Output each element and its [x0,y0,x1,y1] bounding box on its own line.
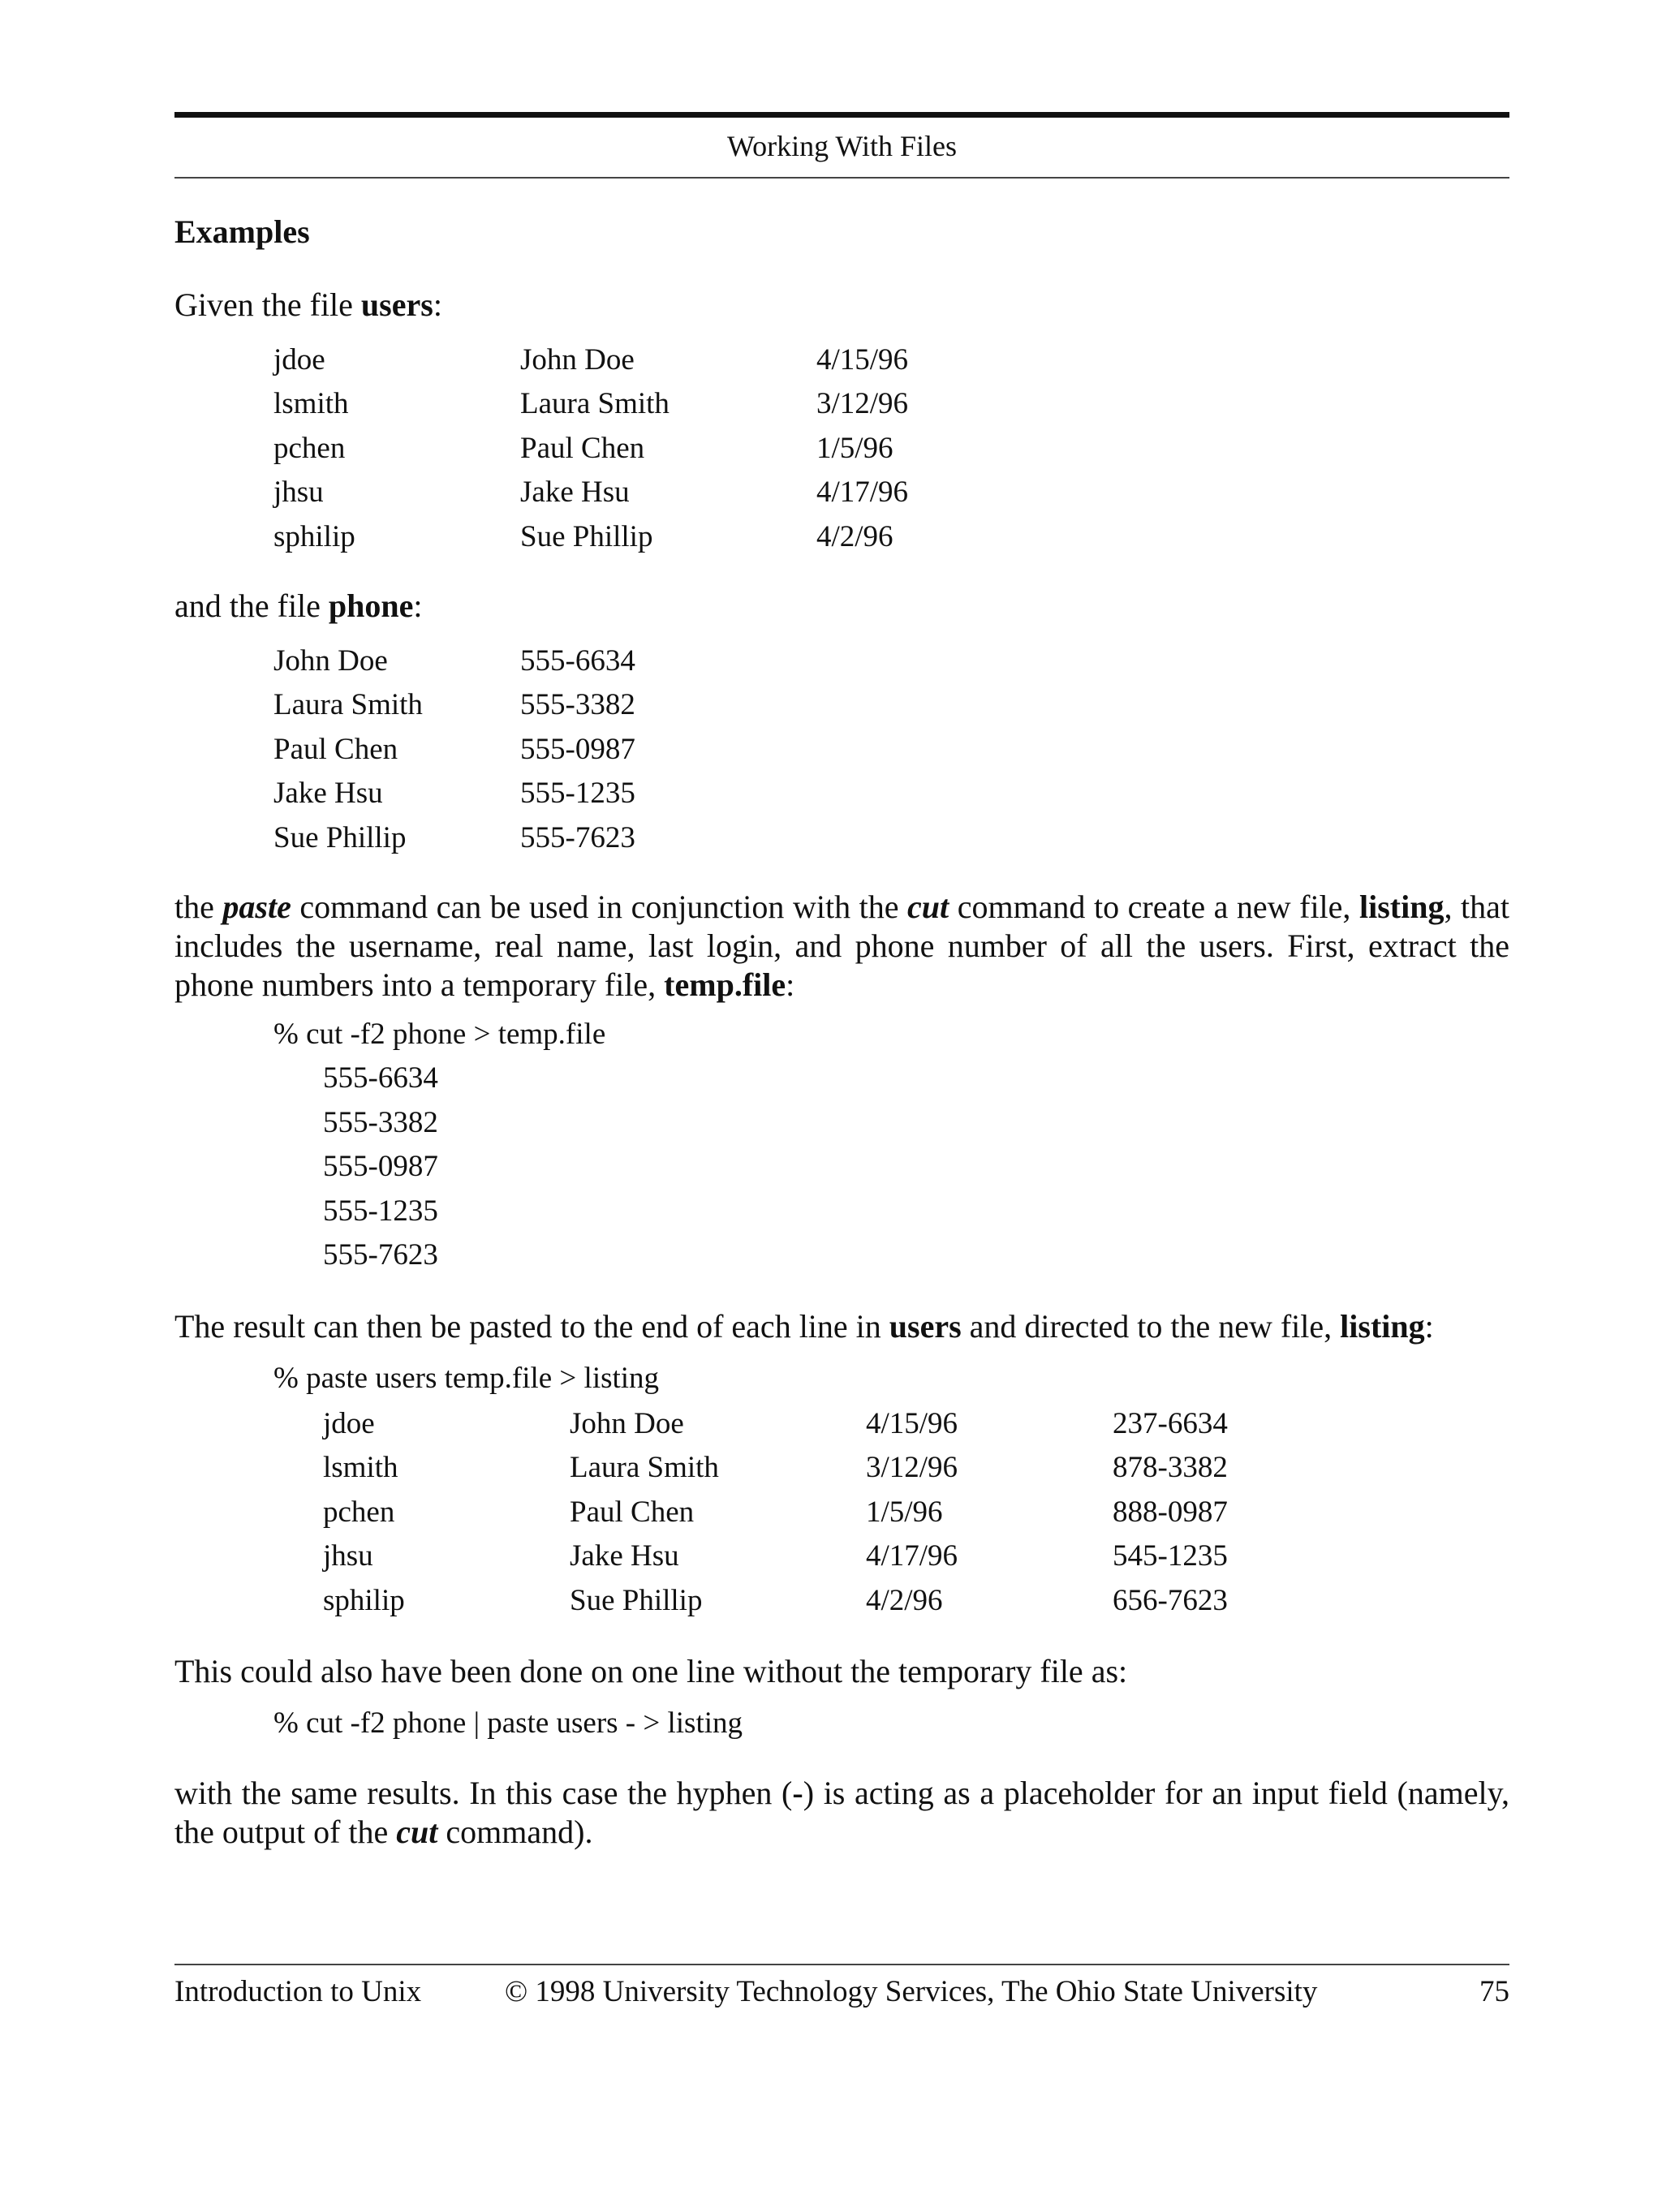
table-cell: jdoe [273,342,325,377]
output-line: 555-7623 [323,1238,438,1272]
paragraph-text: command can be used in conjunction with the [291,889,908,925]
cut-command-name: cut [396,1814,438,1850]
listing-filename: listing [1358,889,1445,925]
table-cell: John Doe [570,1406,684,1440]
table-cell: 555-0987 [520,732,635,766]
table-row [323,1534,1275,1579]
hyphen-symbol: - [792,1775,803,1811]
output-line: 555-0987 [323,1150,438,1183]
users-filename: users [889,1308,962,1345]
table-row [273,683,723,728]
table-cell: sphilip [323,1583,405,1617]
table-cell: Jake Hsu [273,777,383,811]
paragraph-text: the [174,889,223,925]
table-row [273,639,723,683]
table-row [273,382,979,427]
output-line: 555-1235 [323,1194,438,1228]
table-cell: Laura Smith [520,387,670,421]
table-cell: lsmith [323,1451,398,1485]
table-cell: 555-1235 [520,777,635,811]
table-cell: 4/17/96 [816,476,909,510]
running-header: Working With Files [727,130,957,162]
oneline-paragraph: This could also have been done on one line without the temporary file as: [174,1653,1128,1689]
table-cell: 3/12/96 [816,387,909,421]
phone-filename: phone [328,587,414,624]
header-rule-thin [174,177,1509,179]
table-cell: pchen [323,1495,395,1529]
table-cell: 878-3382 [1113,1451,1228,1485]
table-cell: 545-1235 [1113,1539,1228,1573]
table-cell: Sue Phillip [570,1583,703,1617]
paragraph-text: and directed to the new file, [961,1308,1341,1345]
table-cell: 4/15/96 [866,1406,958,1440]
oneline-command-line: % cut -f2 phone | paste users - > listing [273,1706,743,1740]
table-row [273,816,723,860]
table-cell: 4/2/96 [816,519,893,553]
table-cell: Sue Phillip [273,820,407,854]
intro-phone-paragraph [174,587,1509,626]
intro-users-suffix: : [433,286,442,323]
listing-output-table [323,1401,1275,1623]
table-row [273,471,979,515]
table-cell: 1/5/96 [866,1495,943,1529]
table-cell: Laura Smith [273,688,423,722]
table-cell: Jake Hsu [520,476,630,510]
paste-command-name: paste [222,889,291,925]
table-row [273,727,723,772]
table-cell: Laura Smith [570,1451,719,1485]
intro-phone-suffix: : [413,587,423,624]
users-filename: users [360,286,433,323]
page-number: 75 [1479,1975,1509,2008]
table-row [273,772,723,816]
table-cell: Jake Hsu [570,1539,679,1573]
table-cell: 555-6634 [520,643,635,678]
table-cell: 888-0987 [1113,1495,1228,1529]
table-cell: sphilip [273,519,355,553]
table-cell: 237-6634 [1113,1406,1228,1440]
listing-filename: listing [1340,1308,1425,1345]
phone-file-table [273,639,723,860]
footer-left: Introduction to Unix [174,1975,422,2008]
table-row [323,1578,1275,1623]
paragraph-text: , that includes the username, real name, last login, and phone number of all the users. First, extract the phone numbers into a temporary file, [174,889,1509,1003]
paragraph-text: : [786,966,795,1003]
intro-users-paragraph [174,286,1509,325]
footer-copyright: © 1998 University Technology Services, The Ohio State University [505,1975,1318,2008]
table-cell: Paul Chen [273,732,398,766]
table-cell: Paul Chen [570,1495,695,1529]
intro-users-prefix: Given the file [174,286,361,323]
table-cell: 656-7623 [1113,1583,1228,1617]
table-cell: jhsu [323,1539,373,1573]
cut-command-name: cut [907,889,949,925]
table-row [273,426,979,471]
table-row [273,338,979,382]
paste-description-paragraph [174,888,1509,1005]
paragraph-text: ) is acting as a placeholder for an input field (namely, the output of the [174,1775,1510,1850]
table-cell: 555-3382 [520,688,635,722]
table-cell: John Doe [273,643,388,678]
table-cell: lsmith [273,387,349,421]
section-heading: Examples [174,213,310,250]
final-paragraph [174,1774,1509,1852]
cut-command-output [323,1057,438,1278]
paragraph-text: The result can then be pasted to the end of each line in [174,1308,889,1345]
output-line: 555-3382 [323,1105,438,1139]
table-cell: John Doe [520,342,635,377]
table-cell: Paul Chen [520,431,645,465]
paste-command-line: % paste users temp.file > listing [273,1362,660,1395]
table-cell: 3/12/96 [866,1451,958,1485]
table-cell: 4/2/96 [866,1583,943,1617]
table-cell: jdoe [323,1406,375,1440]
table-cell: jhsu [273,476,324,510]
result-paragraph [174,1307,1509,1346]
intro-phone-prefix: and the file [174,587,329,624]
table-cell: 555-7623 [520,820,635,854]
table-row [323,1401,1275,1446]
paragraph-text: command to create a new file, [949,889,1359,925]
output-line: 555-6634 [323,1061,438,1095]
table-row [323,1446,1275,1491]
paragraph-text: command). [437,1814,593,1850]
table-cell: 4/15/96 [816,342,909,377]
users-file-table [273,338,979,559]
table-cell: 1/5/96 [816,431,893,465]
paragraph-text: with the same results. In this case the hyphen ( [174,1775,793,1811]
tempfile-filename: temp.file [664,966,786,1003]
table-cell: pchen [273,431,346,465]
table-row [323,1490,1275,1534]
table-cell: 4/17/96 [866,1539,958,1573]
table-cell: Sue Phillip [520,519,653,553]
cut-command-line: % cut -f2 phone > temp.file [273,1018,606,1051]
footer-rule [174,1964,1509,1965]
paragraph-text: : [1424,1308,1434,1345]
header-rule-thick [174,112,1509,118]
table-row [273,514,979,559]
